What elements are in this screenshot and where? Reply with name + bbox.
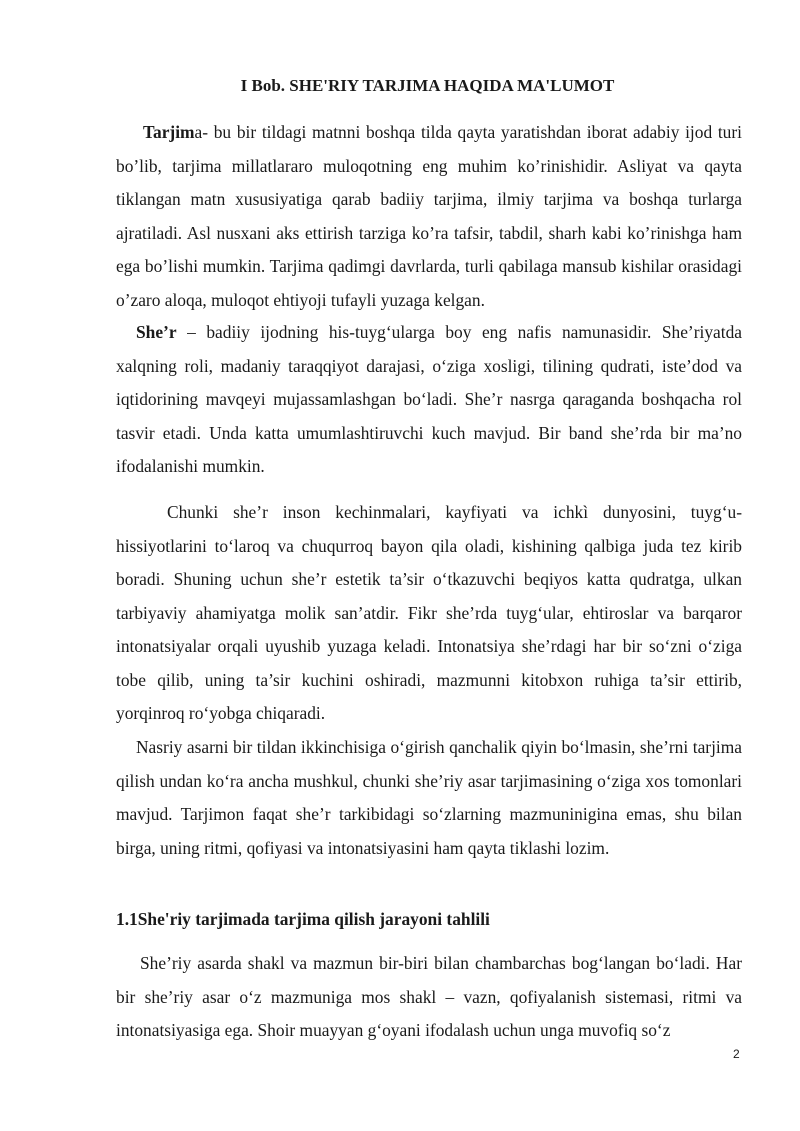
paragraph-sheriy-asarda: She’riy asarda shakl va mazmun bir-biri bilan chambarchas bog‘langan bo‘ladi. Har bir she’riy asar o‘z mazmuniga mos shakl – vazn, qofiyalanish sistemasi, ritmi va intonatsiyasiga ega. Shoir muayyan g‘oyani ifodalash uchun unga muvofiq so‘z [116,953,742,1040]
paragraph-tarjima-text: a- bu bir tildagi matnni boshqa tilda qayta yaratishdan iborat adabiy ijod turi bo’lib, tarjima millatlararo muloqotning eng muhim ko’rinishidir. Asliyat va qayta tiklangan matn xususiyatiga qarab badiiy tarjima, ilmiy tarjima va boshqa turlarga ajratiladi. Asl nusxani aks ettirish tarziga ko’ra tafsir, tabdil, sharh kabi ko’rinishga ham ega bo’lishi mumkin. Tarjima qadimgi davrlarda, turli qabilaga mansub kishilar orasidagi o’zaro aloqa, muloqot ehtiyoji tufayli yuzaga kelgan. [116,122,742,310]
page-number: 2 [733,1047,740,1061]
paragraph-tarjima [116,116,742,317]
term-sher: She’r [136,322,177,342]
paragraph-nasriy: Nasriy asarni bir tildan ikkinchisiga o‘girish qanchalik qiyin bo‘lmasin, she’rni tarjima qilish undan ko‘ra ancha mushkul, chunki she’riy asar tarjimasining o‘ziga xos tomonlari mavjud. Tarjimon faqat she’r tarkibidagi so‘zlarning mazmuninigina emas, shu bilan birga, uning ritmi, qofiyasi va intonatsiyasini ham qayta tiklashi lozim. [116,737,742,858]
paragraph-chunki: Chunki she’r inson kechinmalari, kayfiyati va ichkì dunyosini, tuyg‘u-hissiyotlarini to‘laroq va chuqurroq bayon qila oladi, kishining qalbiga juda tez kirib boradi. Shuning uchun she’r estetik ta’sir o‘tkazuvchi beqiyos katta qudratga, ulkan tarbiyaviy ahamiyatga molik san’atdir. Fikr she’rda tuyg‘ular, ehtiroslar va barqaror intonatsiyalar orqali uyushib yuzaga keladi. Intonatsiya she’rdagi har bir so‘zni o‘ziga tobe qilib, uning ta’sir kuchini oshiradi, mazmunni kitobxon ruhiga ta’sir ettirib, yorqinroq ro‘yobga chiqaradi. [116,502,742,723]
chapter-title: I Bob. SHE'RIY TARJIMA HAQIDA MA'LUMOT [240,76,615,95]
term-tarjima: Tarjim [143,122,195,142]
paragraph-sher [116,316,742,484]
paragraph-sher-text: – badiiy ijodning his-tuyg‘ularga boy eng nafis namunasidir. She’riyatda xalqning roli, madaniy taraqqiyot darajasi, o‘ziga xosligi, tilining qudrati, iste’dod va iqtidorining mavqeyi mujassamlashgan bo‘ladi. She’r nasrga qaraganda boshqacha rol tasvir etadi. Unda katta umumlashtiruvchi kuch mavjud. Bir band she’rda bir ma’no ifodalanishi mumkin. [116,322,742,476]
section-heading: 1.1She'riy tarjimada tarjima qilish jarayoni tahlili [116,909,490,929]
